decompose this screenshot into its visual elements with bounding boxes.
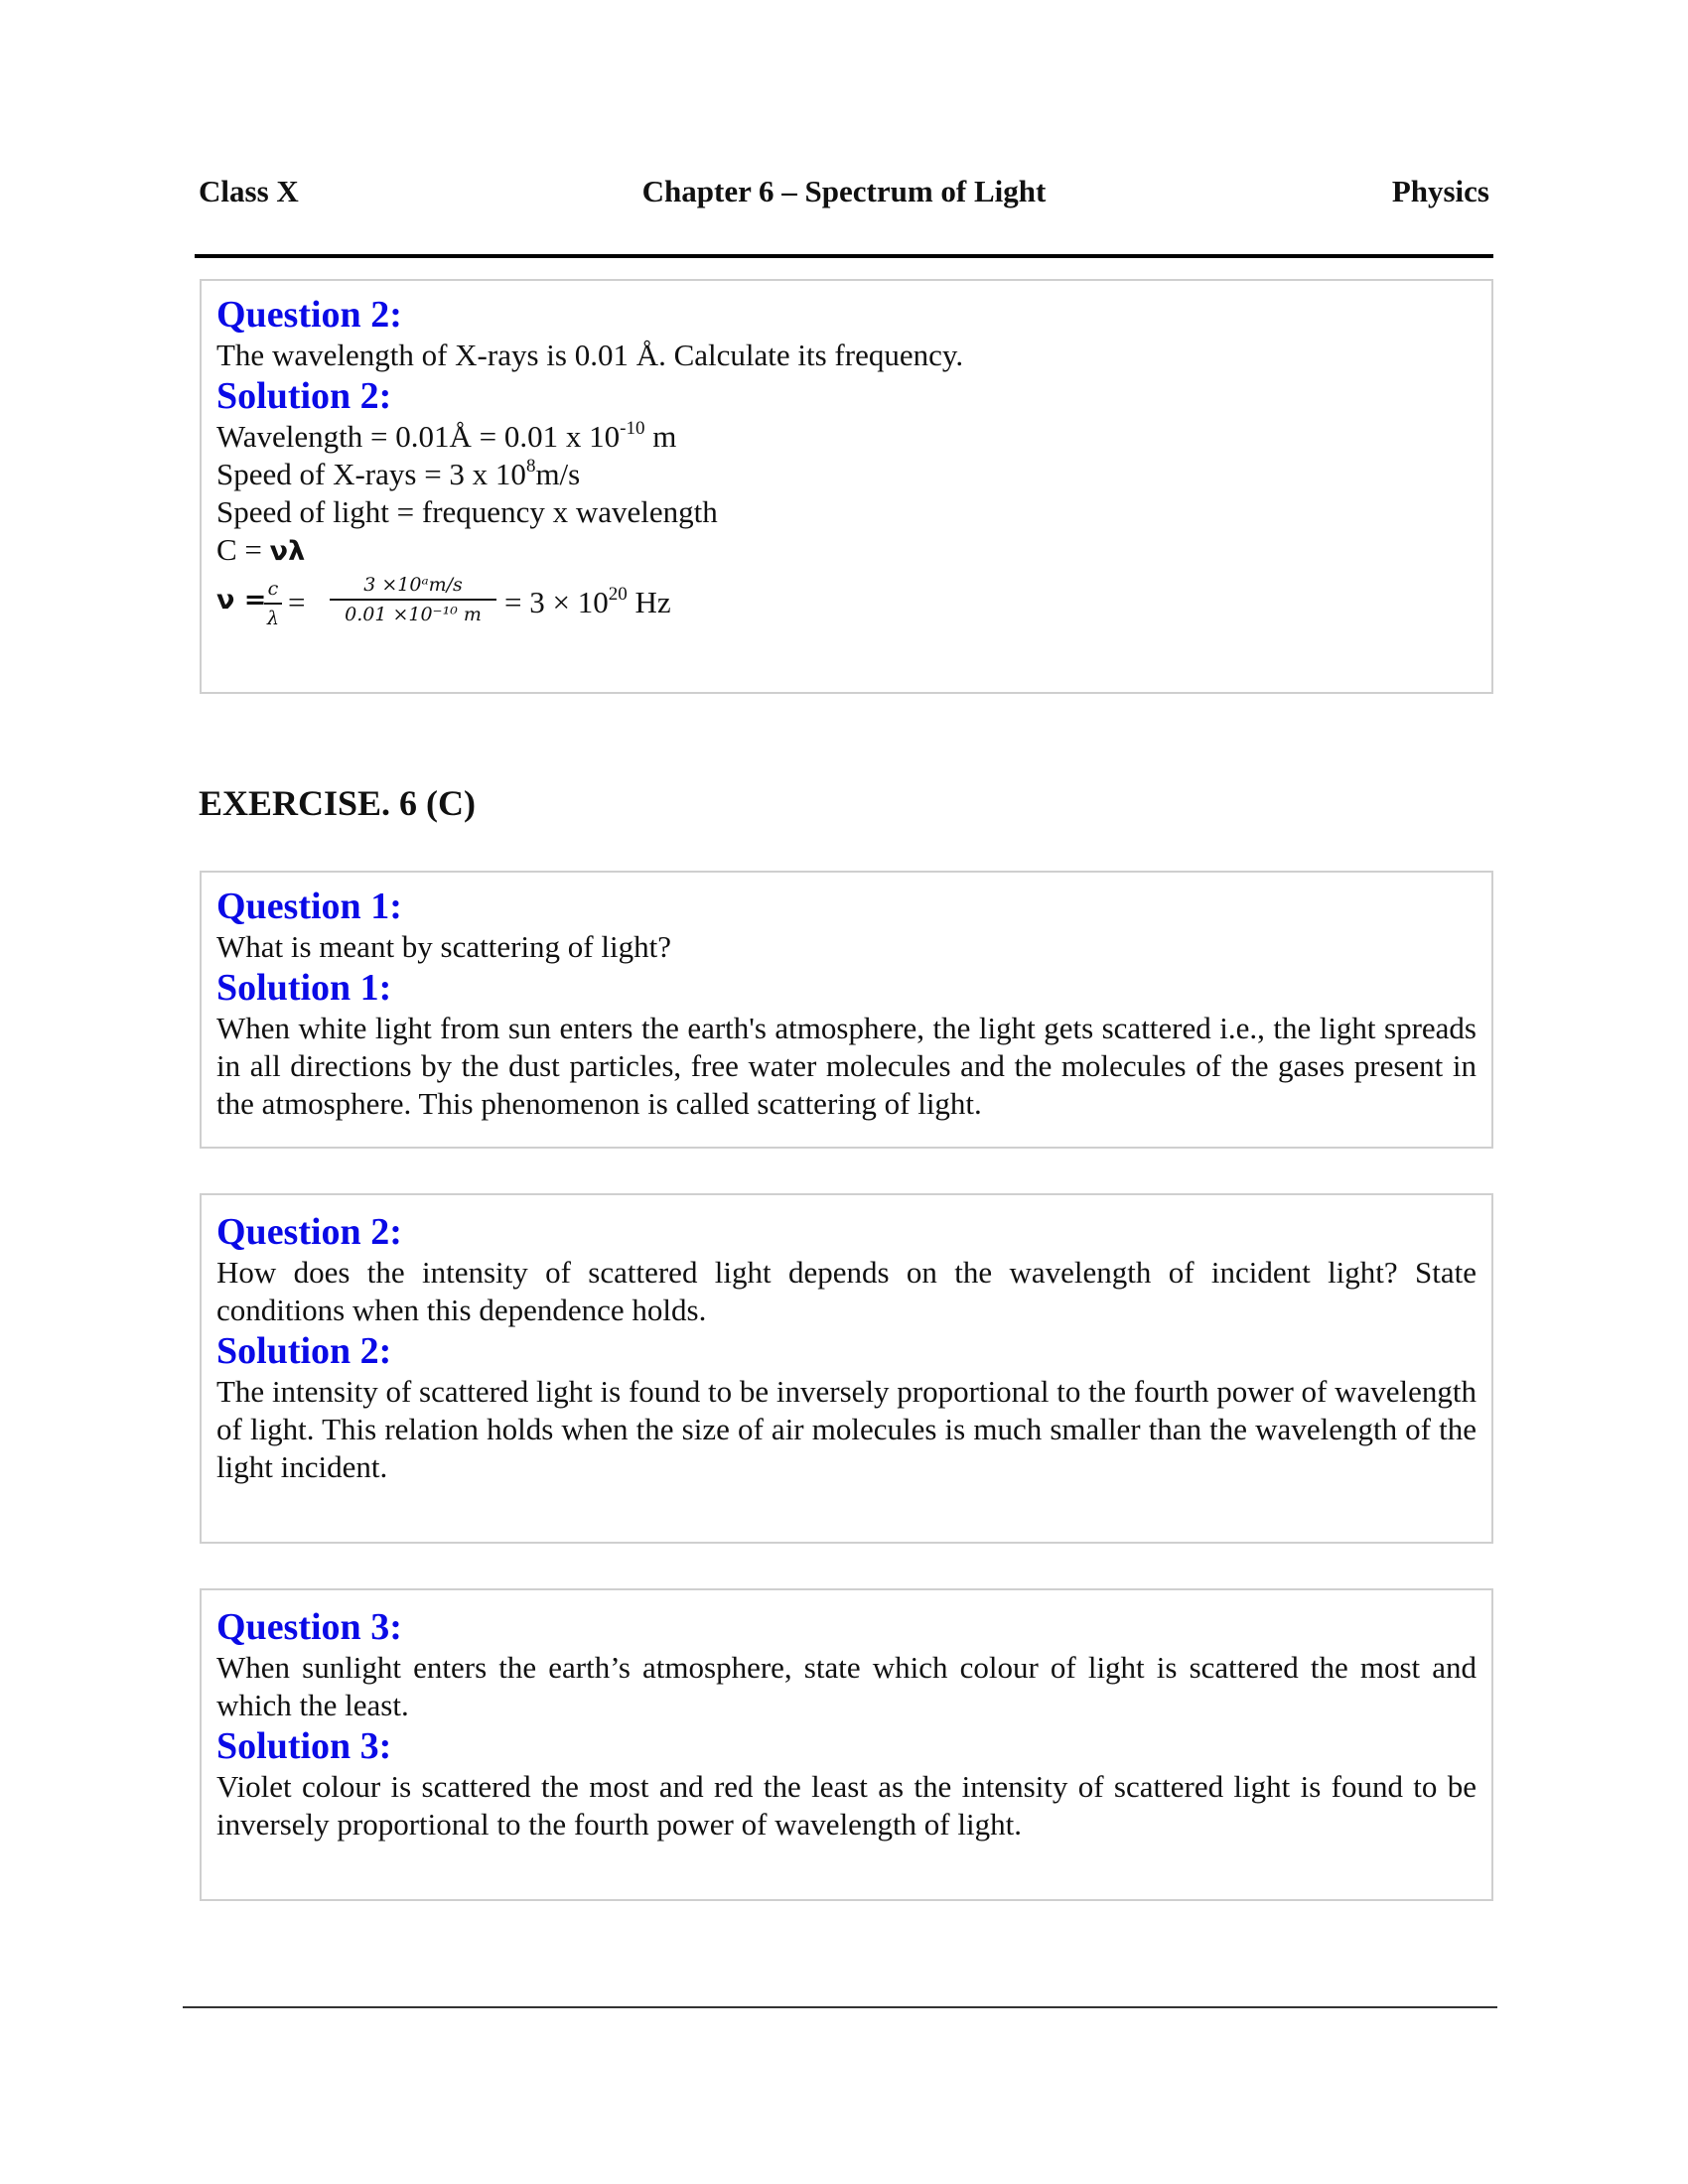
frequency-formula: [216, 571, 1477, 638]
fraction-bar: [330, 599, 496, 601]
question-heading: Question 3:: [216, 1606, 402, 1648]
c-equation-symbols: νλ: [269, 536, 306, 567]
question-heading: Question 2:: [216, 1211, 402, 1253]
fraction-denominator: 0.01 ×10⁻¹⁰ m: [345, 604, 482, 625]
solution-text: When white light from sun enters the earth's atmosphere, the light gets scattered i.e., the light spreads in all directions by the dust particles, free water molecules and the molecules of the gases present in the atmosphere. This phenomenon is called scattering of light.: [216, 1011, 1477, 1121]
wavelength-label: Wavelength = 0.01Å = 0.01 x 10: [216, 419, 621, 454]
wavelength-exponent: -10: [620, 418, 645, 439]
question-box-scattering-meaning: [200, 871, 1493, 1149]
speed-line: [216, 456, 1477, 493]
fraction-numerator: 3 ×10ᵃm/s: [363, 574, 463, 596]
fraction-denominator: λ: [266, 608, 280, 629]
solution-heading: Solution 2:: [216, 1330, 392, 1372]
speed-exponent: 8: [525, 456, 536, 477]
header-chapter-title: Chapter 6 – Spectrum of Light: [641, 174, 1047, 208]
c-over-lambda-fraction: [264, 577, 282, 630]
header-class: Class X: [199, 174, 299, 208]
header-divider: [195, 254, 1493, 258]
equals-sign: =: [288, 585, 306, 619]
values-fraction: [330, 573, 496, 626]
exercise-title: EXERCISE. 6 (C): [199, 783, 477, 823]
fraction-numerator: c: [267, 578, 279, 600]
question-box-intensity-wavelength: [200, 1193, 1493, 1544]
page-header: [199, 174, 1489, 223]
speed-label: Speed of X-rays = 3 x 10: [216, 457, 526, 491]
wavelength-unit: m: [644, 419, 677, 454]
fraction-bar: [264, 603, 282, 605]
question-box-xray-frequency: [200, 279, 1493, 694]
footer-divider: [183, 2006, 1497, 2008]
header-subject: Physics: [1391, 174, 1489, 208]
solution-heading: Solution 2:: [216, 375, 392, 417]
solution-heading: Solution 1:: [216, 967, 392, 1009]
question-heading: Question 1:: [216, 886, 402, 927]
speed-unit: m/s: [535, 457, 581, 491]
c-equation-line: [216, 531, 1477, 571]
question-text: The wavelength of X-rays is 0.01 Å. Calculate its frequency.: [216, 338, 964, 372]
solution-text: Violet colour is scattered the most and red the least as the intensity of scattered light is found to be inversely proportional to the fourth power of wavelength of light.: [216, 1769, 1477, 1842]
solution-heading: Solution 3:: [216, 1725, 392, 1767]
question-text: What is meant by scattering of light?: [216, 929, 671, 964]
question-text: When sunlight enters the earth’s atmosphere, state which colour of light is scattered the most and which the least.: [216, 1650, 1477, 1722]
question-heading: Question 2:: [216, 294, 402, 336]
result-unit: Hz: [627, 585, 671, 619]
solution-text: The intensity of scattered light is found to be inversely proportional to the fourth power of wavelength of light. This relation holds when the size of air molecules is much smaller than the wavelength of the light incident.: [216, 1374, 1477, 1484]
result-prefix: = 3 × 10: [504, 585, 609, 619]
nu-prefix: ν =: [216, 585, 267, 615]
frequency-result: [504, 585, 671, 620]
wavelength-line: [216, 418, 1477, 456]
result-exponent: 20: [608, 584, 628, 605]
relation-line: Speed of light = frequency x wavelength: [216, 494, 718, 529]
question-text: How does the intensity of scattered light depends on the wavelength of incident light? State conditions when this dependence holds.: [216, 1255, 1477, 1327]
c-equation-label: C =: [216, 532, 270, 567]
question-box-colour-scattered: [200, 1588, 1493, 1901]
